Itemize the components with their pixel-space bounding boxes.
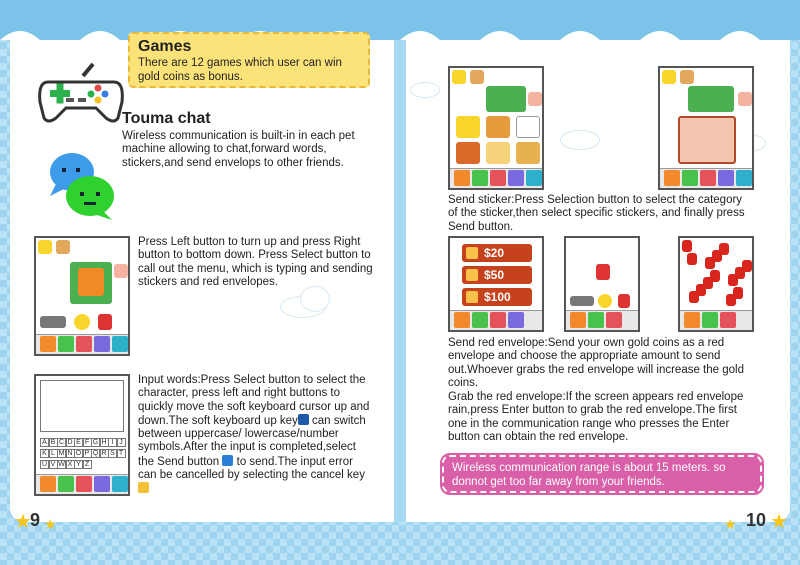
book-icon (112, 476, 128, 492)
keyboard-key[interactable]: L (49, 449, 58, 458)
envelope-rain-screen (678, 236, 754, 332)
red-envelope-icon (98, 314, 112, 330)
cancel-key-icon (138, 482, 149, 493)
money-option[interactable] (462, 244, 532, 262)
orange-arch-icon (454, 170, 470, 186)
doll-icon (720, 312, 736, 328)
keyboard-key[interactable]: G (92, 439, 99, 446)
money-100-label: $100 (484, 290, 511, 304)
sticker-cell (516, 142, 540, 164)
keyboard-key[interactable]: D (67, 439, 73, 446)
keyboard-key[interactable]: Z (83, 460, 92, 469)
orange-arch-icon (40, 336, 56, 352)
book-icon (526, 170, 542, 186)
bag-icon (718, 170, 734, 186)
orange-arch-icon (40, 476, 56, 492)
keyboard-key[interactable]: M (58, 450, 65, 457)
keyboard-icon (570, 296, 594, 306)
send-red-envelope-instructions: Send red envelope:Send your own gold coins as a red envelope and choose the appropriate amount to send out.Whoever grabs the red envelope will increase the gold coins. (448, 337, 744, 389)
keyboard-key[interactable]: N (67, 450, 73, 457)
page-number-left: 9 (30, 510, 41, 530)
input-words-part2: can switch between uppercase/ lowercase/number symbols.After the input is completed,select the Send button (138, 414, 366, 468)
cloud-decoration (300, 286, 330, 312)
range-note: Wireless communication range is about 15 meters. so donnot get too far away from your friends. (442, 455, 762, 493)
bag-icon (508, 312, 524, 328)
side-icon (528, 92, 542, 106)
keyboard-key[interactable]: K (40, 449, 49, 458)
doll-icon (700, 170, 716, 186)
keyboard-key[interactable]: X (66, 460, 75, 469)
send-sticker-instructions: Send sticker:Press Selection button to select the category of the sticker,then select specific stickers, and finally press Send button. (448, 194, 745, 233)
green-blob-icon (472, 170, 488, 186)
keyboard-key[interactable]: W (58, 461, 65, 468)
sticker-cell (456, 142, 480, 164)
keyboard-key[interactable]: O (75, 450, 82, 457)
red-envelope-icon (618, 294, 630, 308)
thumb-sticker (688, 86, 734, 112)
star-icon: ★ (770, 511, 788, 533)
star-icon: ★ (44, 516, 57, 532)
doll-icon (490, 170, 506, 186)
green-blob-icon (472, 312, 488, 328)
side-icon (114, 264, 128, 278)
text-input-area (40, 380, 124, 432)
red-envelope-icon (710, 270, 720, 282)
red-envelope-icon (733, 287, 743, 299)
red-envelope-icon (719, 243, 729, 255)
sticker-screen-selected (658, 66, 754, 190)
keyboard-key[interactable]: A (40, 438, 49, 447)
smile-icon (74, 314, 90, 330)
yellow-face-icon (662, 70, 676, 84)
bag-icon (94, 336, 110, 352)
green-blob-icon (58, 336, 74, 352)
bag-icon (508, 170, 524, 186)
page-divider (394, 40, 406, 522)
games-description: There are 12 games which user can win gold coins as bonus. (138, 57, 342, 83)
green-blob-icon (682, 170, 698, 186)
bag-icon (94, 476, 110, 492)
keyboard-key[interactable]: B (49, 438, 58, 447)
orange-arch-icon (570, 312, 586, 328)
sticker-screen-categories (448, 66, 544, 190)
yellow-face-icon (38, 240, 52, 254)
cookie-icon (680, 70, 694, 84)
top-wave-border (0, 0, 800, 40)
games-callout (128, 32, 370, 88)
green-blob-icon (588, 312, 604, 328)
envelope-sent-screen (564, 236, 640, 332)
star-icon: ★ (724, 516, 737, 532)
red-envelope-icon (682, 240, 692, 252)
keyboard-key[interactable]: S (108, 449, 117, 458)
side-icon (738, 92, 752, 106)
keyboard-key[interactable]: Y (74, 460, 83, 469)
games-title: Games (138, 38, 192, 55)
grab-red-envelope-instructions: Grab the red envelope:If the screen appears red envelope rain,press Enter button to grab the red envelope.The first one in the communication range who presses the Enter button can obtain the red envelope. (448, 391, 744, 443)
up-key-icon (298, 414, 309, 425)
book-icon (736, 170, 752, 186)
send-key-icon (222, 455, 233, 466)
keyboard-key[interactable]: V (49, 460, 58, 469)
red-envelope-icon (596, 264, 610, 280)
cookie-icon (56, 240, 70, 254)
keyboard-icon (40, 316, 66, 328)
keyboard-key[interactable]: U (41, 461, 48, 468)
input-words-part3: to send.The input error can be cancelled by selecting the cancel key (138, 455, 365, 482)
keyboard-key[interactable]: P (83, 449, 92, 458)
doll-icon (76, 336, 92, 352)
thumb-sticker (486, 86, 526, 112)
input-words-instructions (138, 374, 374, 497)
green-blob-icon (58, 476, 74, 492)
red-envelope-icon (687, 253, 697, 265)
keyboard-key[interactable]: I (108, 438, 117, 447)
money-50-label: $50 (484, 268, 505, 282)
sticker-cell (516, 116, 540, 138)
doll-icon (490, 312, 506, 328)
chat-description: Wireless communication is built-in in each pet machine allowing to chat,forward words, stickers,and send envelops to other friends. (122, 130, 355, 169)
sticker-cell (486, 116, 510, 138)
keyboard-key[interactable]: R (101, 450, 107, 457)
yellow-face-icon (452, 70, 466, 84)
smile-icon (598, 294, 612, 308)
red-envelope-icon (742, 260, 752, 272)
gamepad-icon (38, 62, 124, 126)
orange-arch-icon (684, 312, 700, 328)
keyboard-key[interactable]: E (74, 438, 83, 447)
keyboard-screen (34, 374, 130, 496)
input-words-part1: Input words:Press Select button to select the character, press left and right buttons to quickly move the soft keyboard cursor up and down.The soft keyboard up key (138, 374, 370, 427)
keyboard-key[interactable]: F (83, 438, 92, 447)
keyboard-key[interactable]: Q (92, 450, 99, 457)
sticker-cell (486, 142, 510, 164)
money-option[interactable] (462, 288, 532, 306)
money-20-label: $20 (484, 246, 505, 260)
keyboard-key[interactable]: H (101, 439, 107, 446)
keyboard-key[interactable]: C (58, 439, 65, 446)
soft-keyboard (40, 438, 126, 472)
sticker-cell (456, 116, 480, 138)
cookie-icon (470, 70, 484, 84)
envelope-rain (682, 240, 752, 308)
pet-screen (34, 236, 130, 356)
money-select-screen (448, 236, 544, 332)
book-icon (112, 336, 128, 352)
keyboard-key[interactable]: J (117, 438, 126, 447)
chat-title: Touma chat (122, 110, 211, 127)
cloud-decoration (410, 82, 440, 98)
sticker-preview (678, 116, 736, 164)
orange-arch-icon (454, 312, 470, 328)
doll-icon (76, 476, 92, 492)
page-number-right: 10 (746, 510, 767, 530)
star-icon: ★ (14, 511, 32, 533)
chat-bubbles-icon (44, 150, 118, 222)
green-blob-icon (702, 312, 718, 328)
money-option[interactable] (462, 266, 532, 284)
cloud-decoration (560, 130, 600, 150)
keyboard-key[interactable]: T (117, 449, 126, 458)
pet-sprite (78, 268, 104, 296)
navigation-instructions: Press Left button to turn up and press Right button to bottom down. Press Select button to call out the menu, which is typing and sending stickers and red envelopes. (138, 236, 373, 288)
doll-icon (606, 312, 622, 328)
orange-arch-icon (664, 170, 680, 186)
